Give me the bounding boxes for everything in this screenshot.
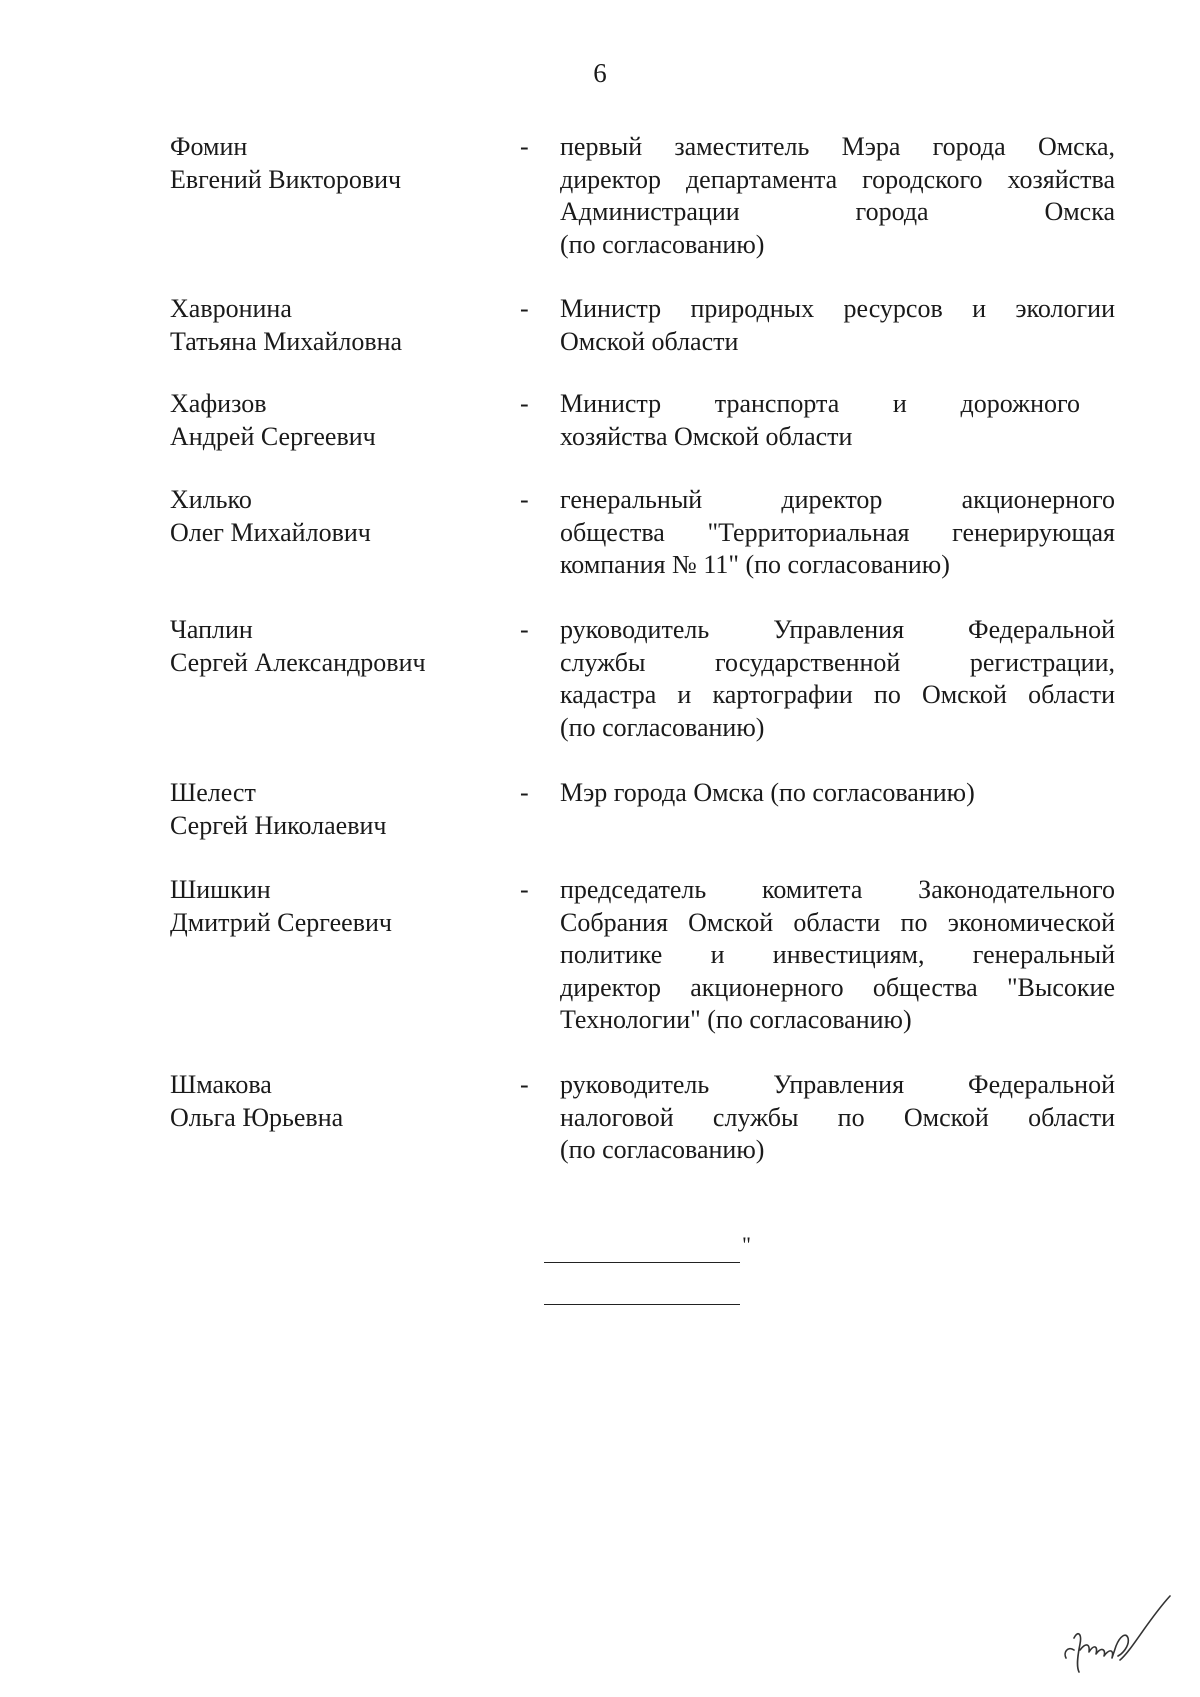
member-given-names: Дмитрий Сергеевич: [170, 907, 392, 937]
entry-dash: -: [520, 1070, 529, 1099]
role-line: директор департамента городского хозяйства: [560, 164, 1115, 194]
role-line: директор акционерного общества "Высокие: [560, 972, 1115, 1002]
role-line: политике и инвестициям, генеральный: [560, 940, 1115, 969]
role-line: руководитель Управления Федеральной: [560, 1070, 1115, 1099]
member-given-names: Ольга Юрьевна: [170, 1102, 344, 1132]
member-surname: Шишкин: [170, 875, 271, 904]
member-surname: Хавронина: [170, 294, 292, 323]
entry-dash: -: [520, 485, 529, 514]
member-surname: Фомин: [170, 132, 248, 161]
role-line: (по согласованию): [560, 229, 765, 259]
role-line: Технологии" (по согласованию): [560, 1005, 912, 1034]
role-line: Собрания Омской области по экономической: [560, 907, 1115, 937]
role-line: генеральный директор акционерного: [560, 485, 1115, 514]
role-line: Омской области: [560, 326, 739, 356]
member-name: [170, 874, 500, 939]
role-line: Мэр города Омска (по согласованию): [560, 778, 975, 807]
entry-dash: -: [520, 132, 529, 161]
role-line: председатель комитета Законодательного: [560, 875, 1115, 904]
role-line: Министр транспорта и дорожного: [560, 389, 1080, 418]
role-line: Министр природных ресурсов и экологии: [560, 294, 1115, 323]
member-surname: Хилько: [170, 485, 252, 514]
entry-dash: -: [520, 389, 529, 418]
role-line: первый заместитель Мэра города Омска,: [560, 132, 1115, 161]
closing-rule-bottom: [544, 1304, 740, 1305]
member-name: [170, 484, 500, 549]
role-line: руководитель Управления Федеральной: [560, 615, 1115, 644]
closing-quote-mark: ": [742, 1232, 751, 1257]
member-surname: Шмакова: [170, 1070, 272, 1099]
entry-dash: -: [520, 875, 529, 904]
role-line: общества "Территориальная генерирующая: [560, 517, 1115, 547]
member-name: [170, 388, 500, 453]
role-line: Администрации города Омска: [560, 197, 1115, 226]
member-name: [170, 293, 500, 358]
member-role: [560, 131, 1115, 261]
member-role: [560, 874, 1115, 1037]
member-given-names: Татьяна Михайловна: [170, 326, 403, 356]
role-line: кадастра и картографии по Омской области: [560, 680, 1115, 709]
role-line: службы государственной регистрации,: [560, 647, 1115, 677]
role-line: (по согласованию): [560, 712, 765, 742]
member-name: [170, 1069, 500, 1134]
member-given-names: Евгений Викторович: [170, 164, 402, 194]
page-number: 6: [593, 58, 607, 88]
member-name: [170, 777, 500, 842]
member-given-names: Олег Михайлович: [170, 517, 371, 547]
member-name: [170, 131, 500, 196]
closing-rule-top: [544, 1262, 740, 1263]
member-role: [560, 1069, 1115, 1167]
role-line: хозяйства Омской области: [560, 421, 853, 451]
member-surname: Хафизов: [170, 389, 267, 418]
entry-dash: -: [520, 778, 529, 807]
role-line: (по согласованию): [560, 1135, 765, 1164]
member-role: [560, 293, 1115, 358]
role-line: компания № 11" (по согласованию): [560, 550, 950, 579]
member-given-names: Сергей Николаевич: [170, 810, 387, 840]
entry-dash: -: [520, 615, 529, 644]
member-role: [560, 388, 1080, 453]
handwritten-signature: [1060, 1590, 1180, 1680]
member-given-names: Андрей Сергеевич: [170, 421, 376, 451]
role-line: налоговой службы по Омской области: [560, 1102, 1115, 1132]
member-role: [560, 614, 1115, 744]
member-role: [560, 777, 1115, 810]
entry-dash: -: [520, 294, 529, 323]
member-surname: Шелест: [170, 778, 256, 807]
member-role: [560, 484, 1115, 582]
member-surname: Чаплин: [170, 615, 253, 644]
member-name: [170, 614, 500, 679]
member-given-names: Сергей Александрович: [170, 647, 426, 677]
